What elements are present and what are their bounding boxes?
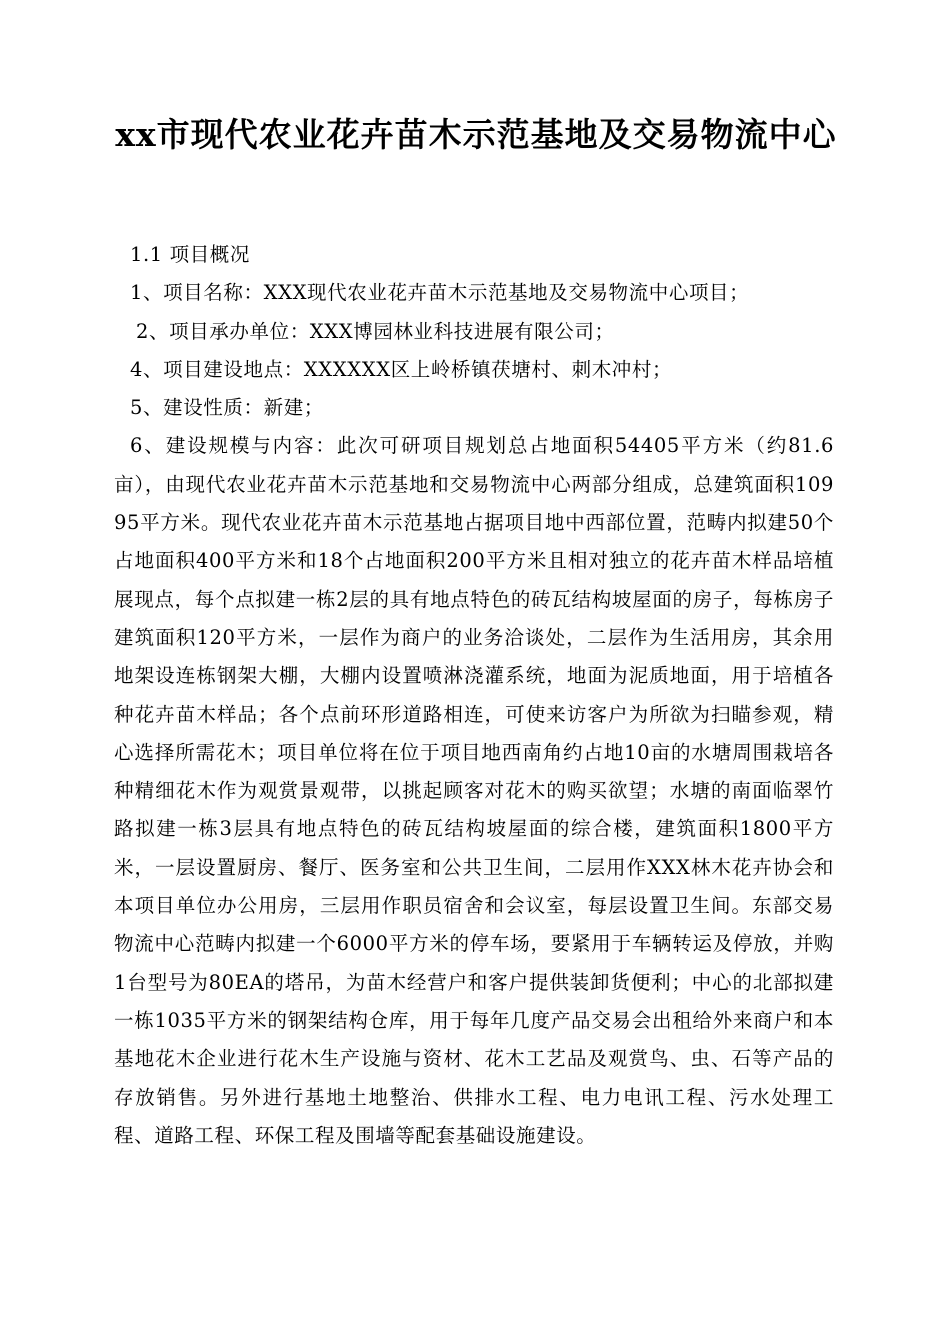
scale-paragraph [114, 427, 834, 1155]
item-construction-nature: 5、建设性质：新建； [130, 396, 324, 420]
item-project-name: 1、项目名称：XXX现代农业花卉苗木示范基地及交易物流中心项目； [130, 281, 750, 305]
item-project-location: 4、项目建设地点：XXXXXX区上岭桥镇茯塘村、刺木冲村； [130, 357, 673, 381]
item-project-sponsor: 2、项目承办单位：XXX博园林业科技进展有限公司； [136, 319, 615, 343]
document-title: xx市现代农业花卉苗木示范基地及交易物流中心 [115, 115, 837, 154]
document-body [114, 236, 834, 1155]
section-heading: 1.1 项目概况 [130, 243, 251, 266]
scale-paragraph-text: 6、建设规模与内容：此次可研项目规划总占地面积54405平方米（约81.6亩），由现代农业花卉苗木示范基地和交易物流中心两部分组成，总建筑面积10995平方米。现代农业花卉苗木示范基地占据项目地中西部位置，范畴内拟建50个占地面积400平方米和18个占地面积200平方米且相对独立的花卉苗木样品培植展现点，每个点拟建一栋2层的具有地点特色的砖瓦结构坡屋面的房子，每栋房子建筑面积120平方米，一层作为商户的业务洽谈处，二层作为生活用房，其余用地架设连栋钢架大棚，大棚内设置喷淋浇灌系统，地面为泥质地面，用于培植各种花卉苗木样品；各个点前环形道路相连，可使来访客户为所欲为扫瞄参观，精心选择所需花木；项目单位将在位于项目地西南角约占地10亩的水塘周围栽培各种精细花木作为观赏景观带，以挑起顾客对花木的购买欲望；水塘的南面临翠竹路拟建一栋3层具有地点特色的砖瓦结构坡屋面的综合楼，建筑面积1800平方米，一层设置厨房、餐厅、医务室和公共卫生间，二层用作XXX林木花卉协会和本项目单位办公用房，三层用作职员宿舍和会议室，每层设置卫生间。东部交易物流中心范畴内拟建一个6000平方米的停车场，要紧用于车辆转运及停放，并购1台型号为80EA的塔吊，为苗木经营户和客户提供装卸货便利；中心的北部拟建一栋1035平方米的钢架结构仓库，用于每年几度产品交易会出租给外来商户和本基地花木企业进行花木生产设施与资材、花木工艺品及观赏鸟、虫、石等产品的存放销售。另外进行基地土地整治、供排水工程、电力电讯工程、污水处理工程、道路工程、环保工程及围墙等配套基础设施建设。 [114, 434, 834, 1147]
